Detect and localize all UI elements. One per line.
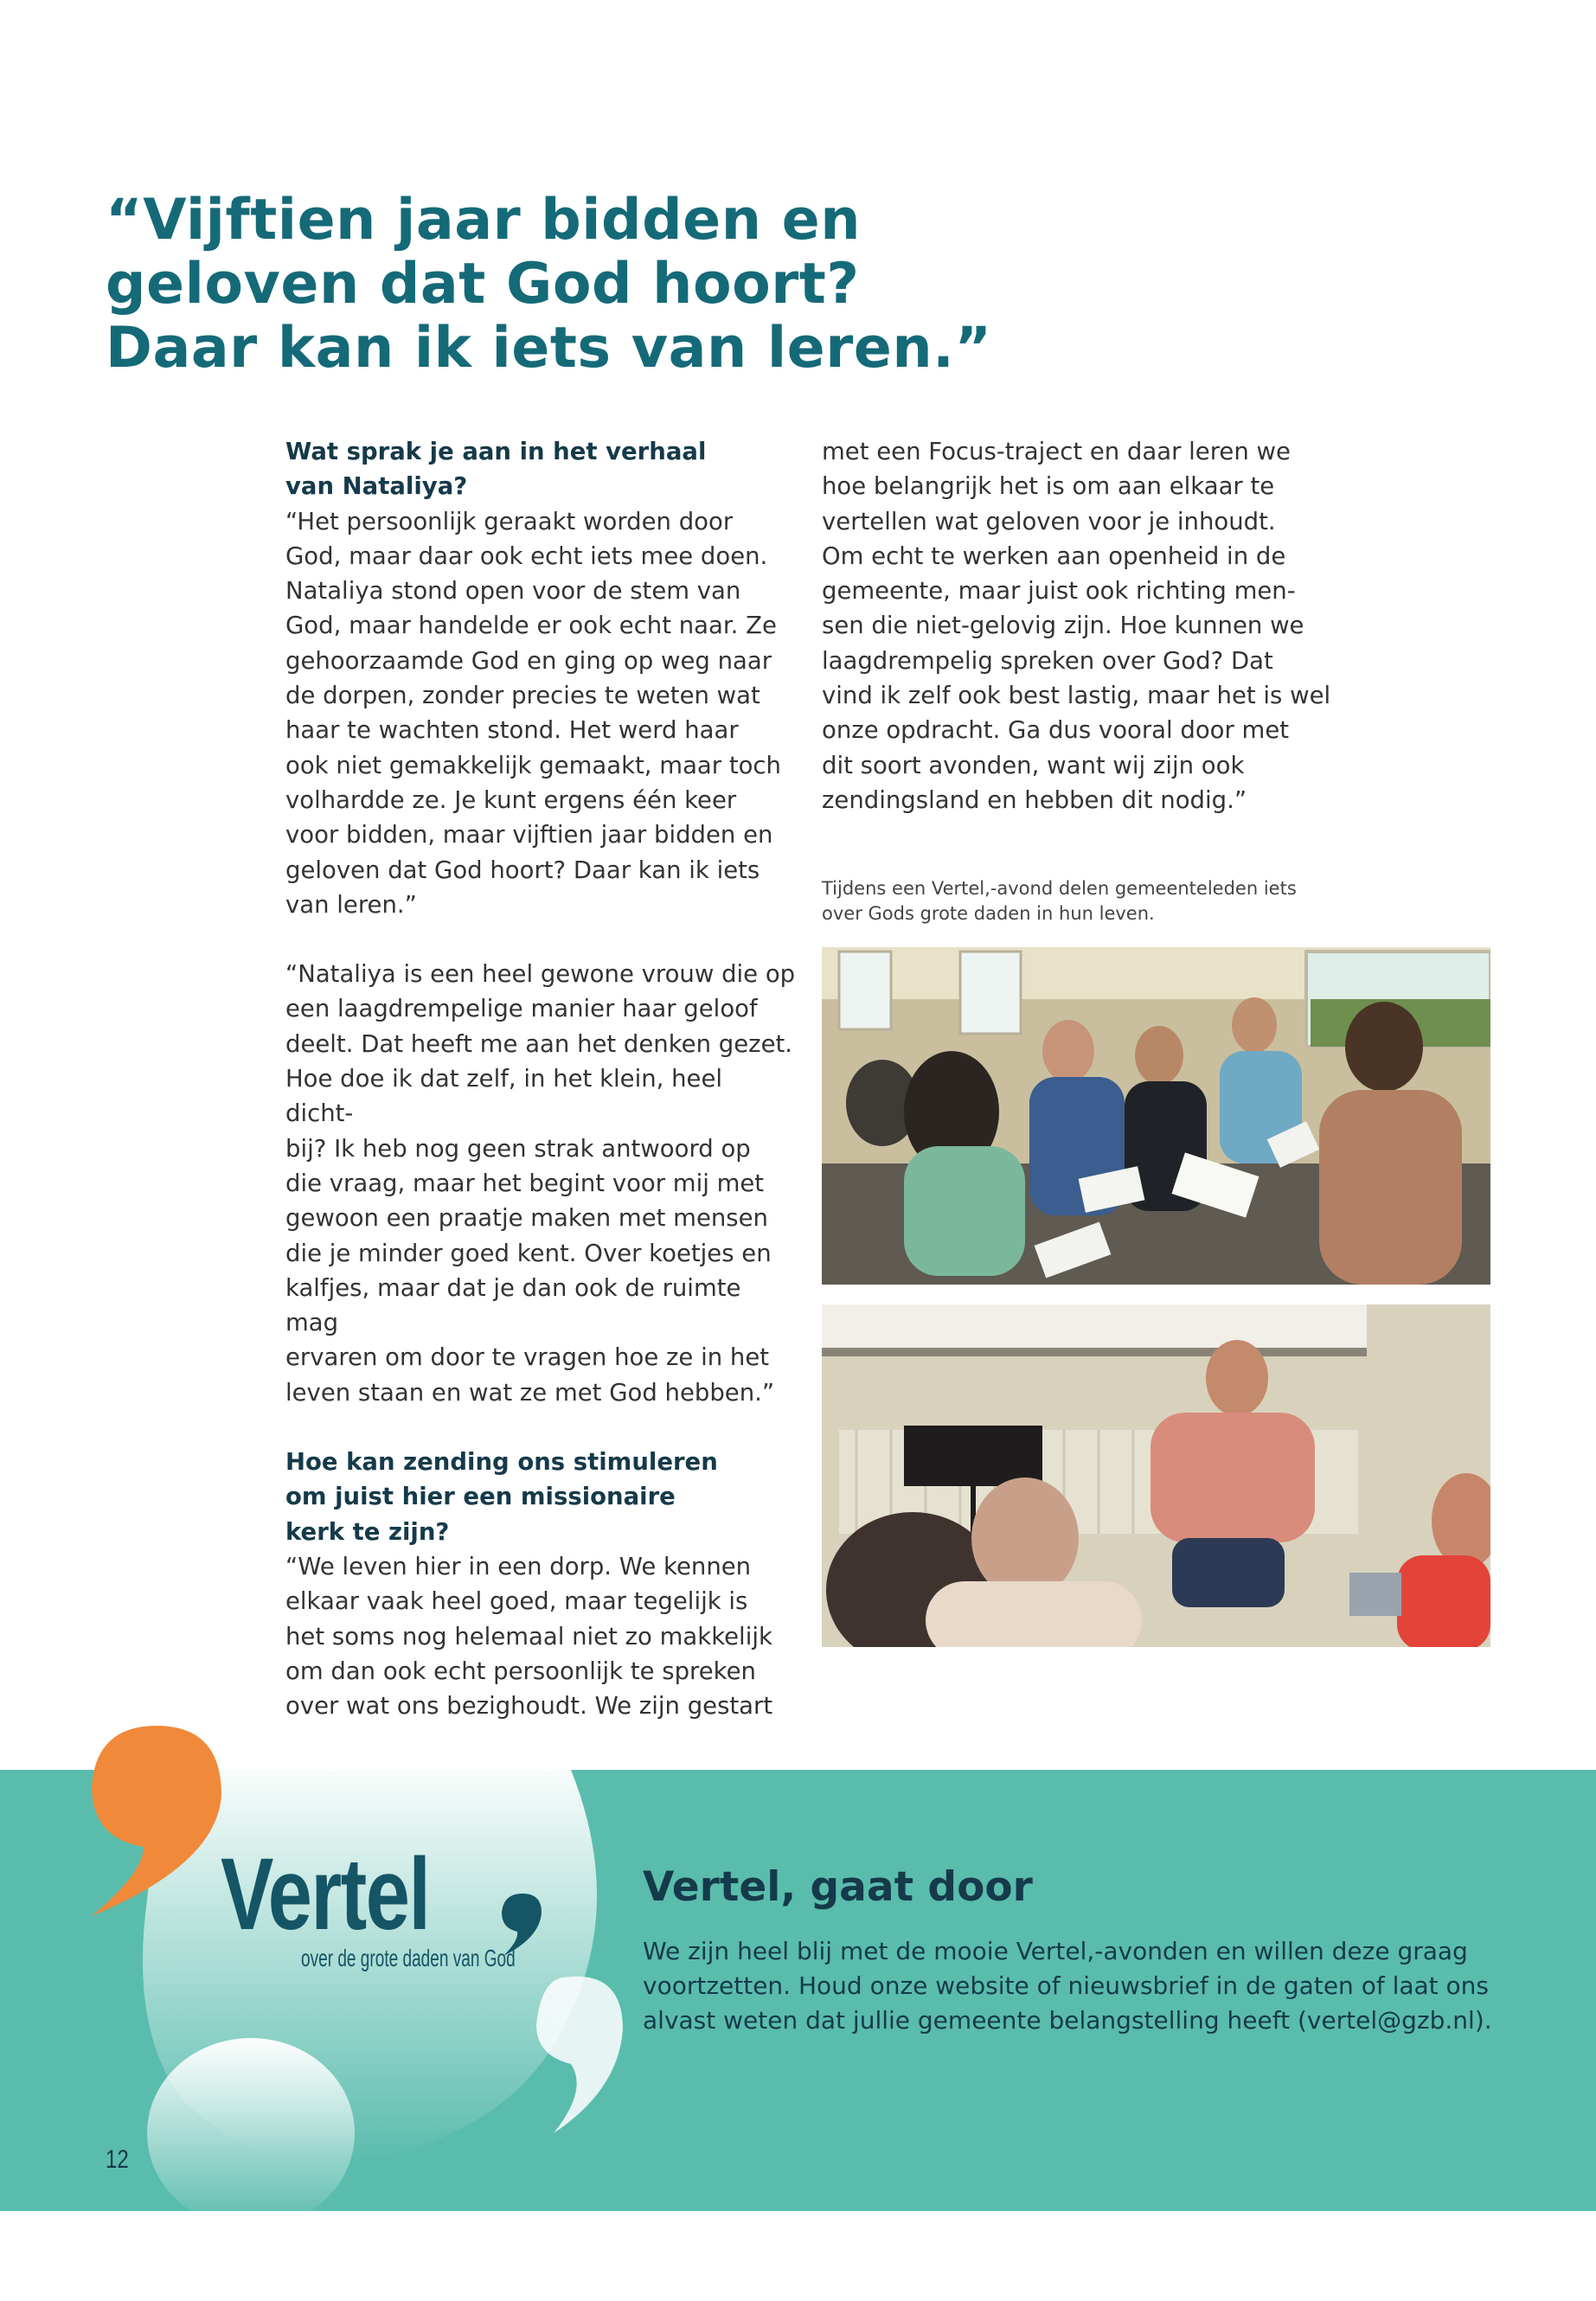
text-line: God, maar daar ook echt iets mee doen.	[285, 542, 768, 570]
text-line: voor bidden, maar vijftien jaar bidden en	[285, 821, 773, 849]
question-2-line: Hoe kan zending ons stimuleren	[285, 1448, 718, 1477]
caption-line: Tijdens een Vertel,-avond delen gemeenteleden iets	[822, 878, 1297, 899]
band-text-line: voortzetten. Houd onze website of nieuwsbrief in de gaten of laat ons	[643, 1971, 1490, 2000]
text-line: gewoon een praatje maken met mensen	[285, 1204, 768, 1233]
band-text	[643, 1934, 1508, 2038]
headline-line-3: Daar kan ik iets van leren.”	[106, 316, 992, 381]
text-line: bij? Ik heb nog geen strak antwoord op	[285, 1134, 751, 1163]
text-line: laagdrempelig spreken over God? Dat	[822, 646, 1273, 675]
text-line: van leren.”	[285, 890, 417, 919]
text-line: Nataliya stond open voor de stem van	[285, 577, 741, 606]
caption-line: over Gods grote daden in hun leven.	[822, 903, 1155, 924]
text-line: “We leven hier in een dorp. We kennen	[285, 1552, 752, 1580]
band-title: Vertel, gaat door	[643, 1863, 1033, 1911]
text-line: Hoe doe ik dat zelf, in het klein, heel dicht-	[285, 1065, 723, 1128]
text-line: hoe belangrijk het is om aan elkaar te	[822, 472, 1275, 501]
text-line: het soms nog helemaal niet zo makkelijk	[285, 1622, 772, 1650]
answer-3-continued	[822, 434, 1341, 817]
text-line: met een Focus-traject en daar leren we	[822, 438, 1291, 465]
text-line: elkaar vaak heel goed, maar tegelijk is	[285, 1587, 748, 1616]
text-line: sen die niet-gelovig zijn. Hoe kunnen we	[822, 612, 1304, 640]
answer-2	[285, 957, 796, 1410]
photo-speaker-illustration	[822, 1304, 1490, 1647]
text-line: dit soort avonden, want wij zijn ook	[822, 751, 1245, 779]
vertel-logo: Vertel	[221, 1837, 430, 1952]
question-1	[285, 434, 796, 504]
text-line: over wat ons bezighoudt. We zijn gestart	[285, 1692, 773, 1721]
text-line: God, maar handelde er ook echt naar. Ze	[285, 612, 777, 640]
question-2-line: om juist hier een missionaire	[285, 1483, 676, 1511]
text-line: ervaren om door te vragen hoe ze in het	[285, 1343, 770, 1372]
photo-group-discussion	[822, 947, 1490, 1285]
question-1-line: Wat sprak je aan in het verhaal	[285, 438, 707, 465]
text-line: onze opdracht. Ga dus vooral door met	[822, 716, 1290, 745]
right-column	[822, 434, 1341, 817]
text-line: kalfjes, maar dat je dan ook de ruimte mag	[285, 1273, 741, 1337]
text-line: “Nataliya is een heel gewone vrouw die op	[285, 960, 796, 989]
text-line: die vraag, maar het begint voor mij met	[285, 1169, 765, 1197]
band-text-line: alvast weten dat jullie gemeente belangstelling heeft (vertel@gzb.nl).	[643, 2006, 1492, 2035]
left-column	[285, 434, 796, 1723]
answer-3	[285, 1549, 796, 1723]
text-line: een laagdrempelige manier haar geloof	[285, 995, 758, 1023]
text-line: volhardde ze. Je kunt ergens één keer	[285, 785, 737, 814]
text-line: deelt. Dat heeft me aan het denken gezet.	[285, 1029, 793, 1058]
text-line: om dan ook echt persoonlijk te spreken	[285, 1657, 756, 1685]
question-1-line: van Nataliya?	[285, 472, 468, 501]
photo-group-discussion-illustration	[822, 947, 1490, 1285]
headline	[106, 189, 1230, 381]
answer-1	[285, 504, 796, 923]
text-line: geloven dat God hoort? Daar kan ik iets	[285, 856, 760, 884]
question-2-line: kerk te zijn?	[285, 1517, 450, 1546]
text-line: die je minder goed kent. Over koetjes en	[285, 1239, 772, 1267]
text-line: vind ik zelf ook best lastig, maar het is wel	[822, 682, 1331, 710]
photo-speaker	[822, 1304, 1490, 1647]
orange-comma-icon	[74, 1717, 230, 1925]
headline-line-2: geloven dat God hoort?	[106, 252, 860, 317]
text-line: zendingsland en hebben dit nodig.”	[822, 785, 1247, 814]
photo-caption	[822, 876, 1341, 926]
headline-line-1: “Vijftien jaar bidden en	[106, 188, 861, 253]
page-number: 12	[106, 2145, 129, 2174]
text-line: gehoorzaamde God en ging op weg naar	[285, 646, 772, 675]
vertel-tagline: over de grote daden van God	[301, 1945, 516, 1971]
question-2	[285, 1445, 796, 1549]
text-line: Om echt te werken aan openheid in de	[822, 542, 1286, 570]
text-line: haar te wachten stond. Het werd haar	[285, 716, 739, 745]
text-line: ook niet gemakkelijk gemaakt, maar toch	[285, 751, 781, 779]
band-text-line: We zijn heel blij met de mooie Vertel,-avonden en willen deze graag	[643, 1937, 1468, 1965]
text-line: “Het persoonlijk geraakt worden door	[285, 507, 734, 535]
text-line: vertellen wat geloven voor je inhoudt.	[822, 507, 1276, 535]
text-line: de dorpen, zonder precies te weten wat	[285, 682, 760, 710]
text-line: leven staan en wat ze met God hebben.”	[285, 1378, 775, 1407]
text-line: gemeente, maar juist ook richting men-	[822, 577, 1296, 606]
